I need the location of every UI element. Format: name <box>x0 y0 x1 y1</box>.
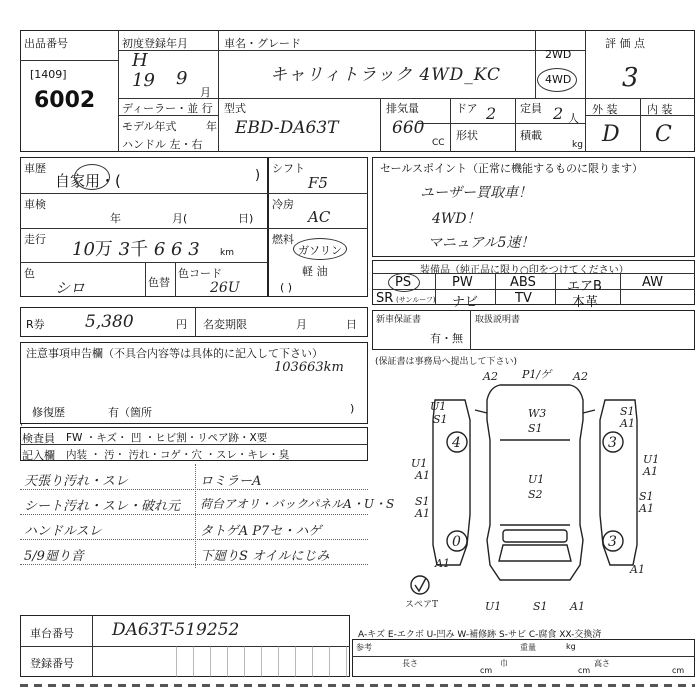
load-label: 積載 <box>520 129 542 142</box>
mileage-d1: 10 <box>72 239 95 260</box>
model-year-unit: 年 <box>206 120 217 133</box>
equip-navi: ナビ <box>452 295 479 310</box>
legend-height: 高さ <box>594 659 610 668</box>
inspection-month: 月( <box>172 212 188 225</box>
shift-value: F5 <box>308 174 328 192</box>
inspection-day: 日) <box>238 212 254 225</box>
legend-unit-3: cm <box>672 666 685 675</box>
fuel-other: ( ) <box>280 281 293 294</box>
legend-unit-1: cm <box>480 666 493 675</box>
equip-abs: ABS <box>510 275 536 290</box>
repair-history-label: 修復歴 <box>32 406 65 419</box>
displacement-label: 排気量 <box>386 102 419 115</box>
equip-sr-note: (サンルーフ) <box>396 296 436 304</box>
ac-value: AC <box>308 208 331 226</box>
mark-rear-a1: A1 <box>570 600 585 613</box>
equip-ps: PS <box>395 275 412 290</box>
warranty-label: 新車保証書 <box>376 315 422 325</box>
mark-rear-s1: S1 <box>533 600 548 613</box>
equip-pw: PW <box>452 275 473 290</box>
name-change-day: 日 <box>346 318 357 331</box>
car-name-label: 車名・グレード <box>224 37 301 50</box>
sales-line-3: マニュアル5速！ <box>428 235 535 251</box>
chassis-value: DA63T-519252 <box>112 620 240 640</box>
mark-right-upper-a1: A1 <box>620 417 635 430</box>
mark-wheel-fr: 3 <box>608 435 617 451</box>
equip-ps-circle <box>388 273 420 292</box>
legend-weight-unit: kg <box>566 642 576 651</box>
car-name-value: キャリィトラック 4WD_KC <box>270 65 502 85</box>
sales-label: セールスポイント（正常に機能するものに限ります） <box>380 162 644 175</box>
displacement-unit: CC <box>432 138 445 148</box>
shift-label: シフト <box>272 162 305 175</box>
mark-left-upper-u1: U1 <box>430 400 447 413</box>
displacement-value: 660 <box>392 118 425 138</box>
drive-4wd-circle <box>537 68 577 92</box>
legend-width: 巾 <box>500 659 508 668</box>
score-int-label: 内 装 <box>647 103 673 116</box>
recycle-panel <box>20 307 368 337</box>
mileage-u2: 千 <box>130 239 149 260</box>
mileage-d5: 3 <box>188 239 200 260</box>
ac-label: 冷房 <box>272 198 294 211</box>
mark-bed-u1: U1 <box>528 473 545 486</box>
damage-diagram <box>375 365 695 620</box>
usage-value: 自家用・( <box>55 172 121 190</box>
mark-bed-s2: S2 <box>528 488 543 501</box>
repair-history-value: 有（箇所 <box>108 406 152 419</box>
usage-close: ) <box>255 168 261 183</box>
inspection-year: 年 <box>110 212 121 225</box>
lot-number: 6002 <box>34 88 96 113</box>
equip-sr: SR <box>376 291 394 306</box>
mark-left-low-a1: A1 <box>415 507 430 520</box>
color-code-label: 色コード <box>178 267 222 280</box>
legend-ref-label-1: 参考 <box>356 643 372 652</box>
mileage-d3: 6 <box>153 239 166 260</box>
load-unit: kg <box>572 140 583 150</box>
first-reg-era: H <box>132 50 148 71</box>
score-label: 評 価 点 <box>605 37 645 50</box>
mark-front-a2-right: A2 <box>573 370 588 383</box>
first-reg-label: 初度登録年月 <box>122 37 188 50</box>
mark-rear-left-a1: A1 <box>435 557 450 570</box>
first-reg-month: 9 <box>176 68 188 89</box>
mark-wheel-rl: 0 <box>452 534 461 550</box>
handle-label: ハンドル 左・右 <box>122 138 203 151</box>
capacity-unit: 人 <box>568 112 579 125</box>
chassis-label: 車台番号 <box>30 627 74 640</box>
mileage-d4: 6 <box>171 239 183 260</box>
recycle-unit: 円 <box>176 318 187 331</box>
record-codes: 内装 ・ 汚・ 汚れ・コゲ・穴 ・スレ・キレ・臭 <box>66 449 290 461</box>
comment-4-right: 下廻りS オイルにじみ <box>200 549 330 564</box>
mileage-value <box>72 235 200 261</box>
model-label: 型式 <box>224 102 246 115</box>
mark-right-low-a1: A1 <box>639 502 654 515</box>
mark-right-mid-u1a: U1 <box>643 453 660 466</box>
first-reg-month-unit: 月 <box>200 86 211 99</box>
record-label: 記入欄 <box>22 449 55 462</box>
model-year-label: モデル年式 <box>122 120 177 133</box>
score-int-value: C <box>655 122 672 147</box>
usage-circle <box>74 164 110 190</box>
mark-right-mid-a1a: A1 <box>643 465 658 478</box>
recycle-value: 5,380 <box>85 312 134 332</box>
comment-1-left: 天張り汚れ・スレ <box>24 474 129 489</box>
dealer-label: ディーラー・並 行 <box>122 102 213 115</box>
color-repaint-label: 色替 <box>148 276 170 289</box>
notes-mileage: 103663km <box>274 360 344 375</box>
fuel-gas: ガソリン <box>298 244 342 257</box>
doors-value: 2 <box>486 104 497 123</box>
comment-1-right: ロミラーA <box>200 474 262 489</box>
sales-line-2: 4WD！ <box>432 211 481 227</box>
mark-left-upper-s1: S1 <box>433 413 448 426</box>
mark-rear-right-a1: A1 <box>630 563 645 576</box>
mark-front-grille: P1/ゲ <box>522 368 552 381</box>
mark-spare: スペアT <box>405 600 439 610</box>
sales-line-1: ユーザー買取車！ <box>420 185 532 201</box>
fuel-gas-circle <box>293 238 347 260</box>
warranty-notice: (保証書は事務局へ提出して下さい) <box>375 357 518 367</box>
usage-label: 車歴 <box>24 162 46 175</box>
mileage-label: 走行 <box>24 233 46 246</box>
fuel-diesel: 軽 油 <box>302 265 328 278</box>
score-value: 3 <box>622 63 639 93</box>
mileage-d2: 3 <box>118 239 131 260</box>
mark-right-upper-s1: S1 <box>620 405 635 418</box>
mark-left-mid-u1a: U1 <box>411 457 428 470</box>
registration-label: 登録番号 <box>30 657 74 670</box>
comment-2-right: 荷台アオリ・バックパネルA・U・S <box>200 497 395 511</box>
inspection-label: 車検 <box>24 198 46 211</box>
mileage-u1: 万 <box>94 239 113 260</box>
drive-4wd: 4WD <box>545 73 572 86</box>
color-label: 色 <box>24 267 35 280</box>
recycle-label: R券 <box>26 318 45 331</box>
name-change-label: 名変期限 <box>203 318 247 331</box>
repair-history-close: ) <box>350 402 355 415</box>
warranty-value: 有・無 <box>430 332 463 345</box>
comment-4-left: 5/9廻り音 <box>24 549 84 564</box>
equip-aw: AW <box>642 275 664 290</box>
inspector-label: 検査員 <box>22 432 55 445</box>
equip-tv: TV <box>515 291 532 306</box>
color-code-value: 26U <box>210 280 240 296</box>
mark-roof-s1: S1 <box>528 422 543 435</box>
capacity-value: 2 <box>553 104 564 123</box>
mark-left-mid-a1a: A1 <box>415 469 430 482</box>
legend-length: 長さ <box>402 659 418 668</box>
notes-label: 注意事項申告欄（不具合内容等は具体的に記入して下さい） <box>26 347 323 360</box>
score-ext-label: 外 装 <box>592 103 618 116</box>
mark-wheel-fl: 4 <box>452 435 461 451</box>
mark-rear-u1: U1 <box>485 600 502 613</box>
drive-2wd: 2WD <box>545 48 572 61</box>
legend-weight: 重量 <box>520 643 536 652</box>
equip-label: 装備品（純正品に限り○印をつけてください） <box>420 265 629 276</box>
mark-left-low-s1: S1 <box>415 495 430 508</box>
mileage-unit: km <box>220 248 234 258</box>
legend-line-1: A-キズ E-エクボ U-凹み W-補修跡 S-サビ C-腐食 XX-交換済 <box>358 630 602 640</box>
capacity-label: 定員 <box>520 102 542 115</box>
color-value: シロ <box>55 279 86 297</box>
comment-3-right: タトゲA P7セ・ハゲ <box>200 524 322 539</box>
doors-label: ドア <box>456 102 478 115</box>
score-ext-value: D <box>602 122 620 147</box>
inspector-codes: FW ・キズ・ 凹 ・ヒビ割・リペア跡・X要 <box>66 432 268 444</box>
first-reg-year: 19 <box>132 70 155 91</box>
mark-right-low-s1: S1 <box>639 490 654 503</box>
mark-front-a2-left: A2 <box>483 370 498 383</box>
comment-2-left: シート汚れ・スレ・破れ元 <box>24 499 181 514</box>
mark-wheel-rr: 3 <box>608 534 617 550</box>
manual-label: 取扱説明書 <box>475 315 521 325</box>
comment-3-left: ハンドルスレ <box>24 524 102 539</box>
legend-unit-2: cm <box>578 666 591 675</box>
lot-sub-code: [1409] <box>30 68 67 81</box>
mark-roof-w3: W3 <box>528 407 547 420</box>
shape-label: 形状 <box>456 129 478 142</box>
equip-leather: 本革 <box>572 295 599 310</box>
fuel-label: 燃料 <box>272 233 294 246</box>
lot-label: 出品番号 <box>24 37 68 50</box>
model-value: EBD-DA63T <box>235 118 339 138</box>
name-change-month: 月 <box>296 318 307 331</box>
equip-airbag: エアB <box>567 279 602 294</box>
